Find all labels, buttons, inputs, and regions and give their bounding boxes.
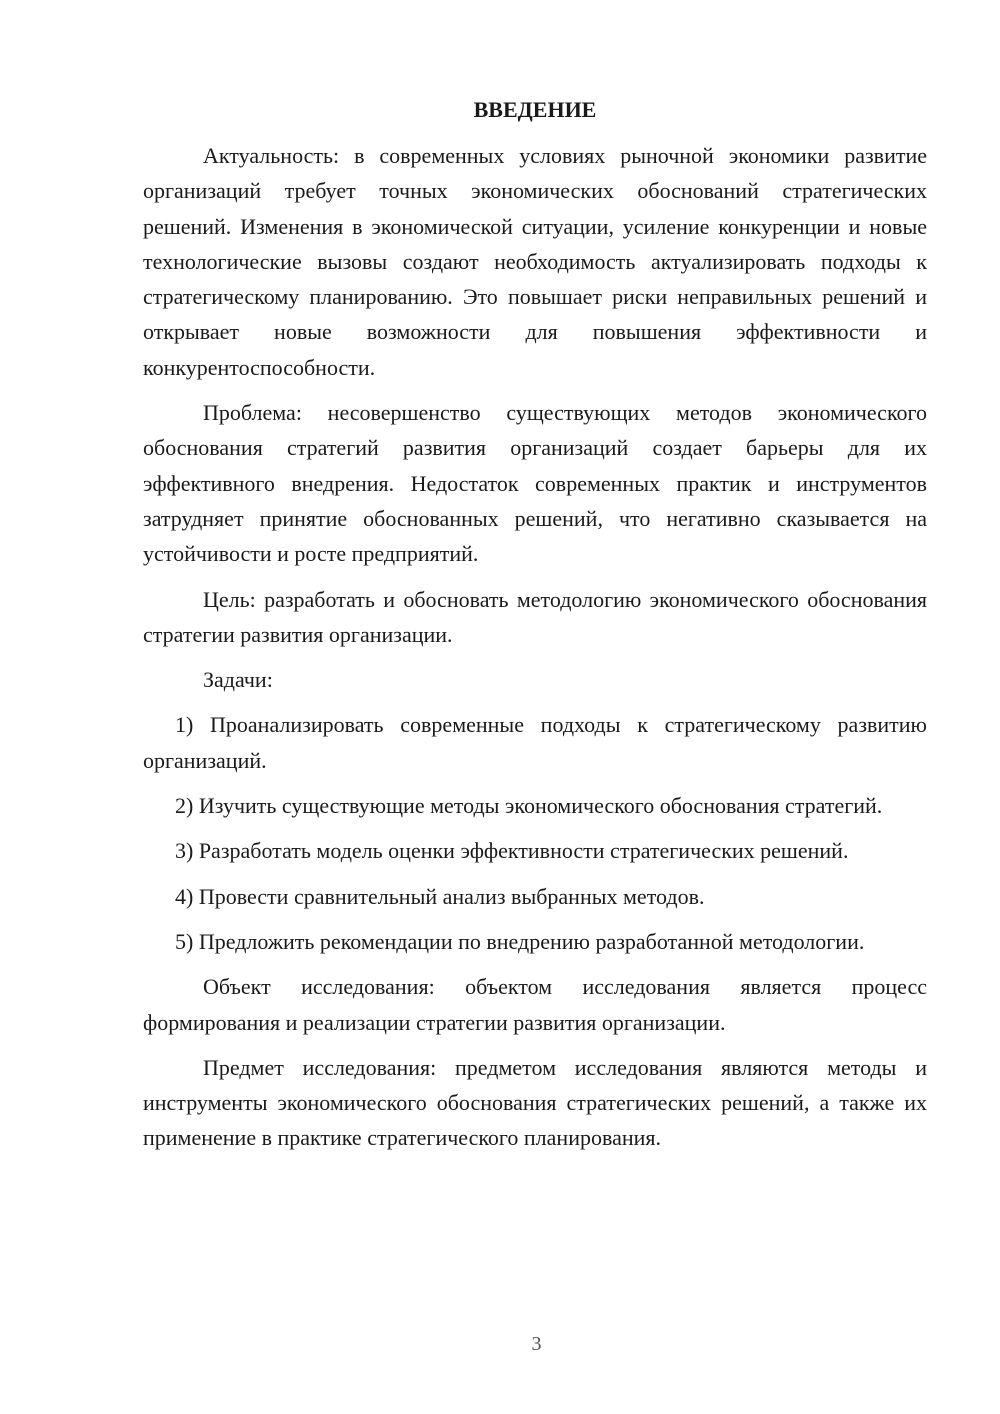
task-item-5: 5) Предложить рекомендации по внедрению разработанной методологии. (175, 928, 865, 954)
tasks-label: Задачи: (203, 667, 273, 693)
document-page (143, 94, 927, 1166)
paragraph-subject: Предмет исследования: предметом исследования являются методы и инструменты экономического обоснования стратегических решений, а также их применение в практике стратегического планирования. (143, 1054, 927, 1151)
task-item-2: 2) Изучить существующие методы экономического обоснования стратегий. (175, 793, 883, 819)
paragraph-object: Объект исследования: объектом исследования является процесс формирования и реализации стратегии развития организации. (143, 974, 927, 1035)
paragraph-goal: Цель: разработать и обосновать методологию экономического обоснования стратегии развития организации. (143, 586, 927, 647)
page-number: 3 (531, 1333, 542, 1355)
task-item-3: 3) Разработать модель оценки эффективности стратегических решений. (175, 838, 849, 864)
section-heading: ВВЕДЕНИЕ (473, 97, 597, 122)
paragraph-problem: Проблема: несовершенство существующих методов экономического обоснования стратегий развития организаций создает барьеры для их эффективного внедрения. Недостаток современных практик и инструментов затрудняет принятие обоснованных решений, что негативно сказывается на устойчивости и росте предприятий. (143, 400, 927, 567)
paragraph-relevance: Актуальность: в современных условиях рыночной экономики развитие организаций требует точных экономических обоснований стратегических решений. Изменения в экономической ситуации, усиление конкуренции и новые технологические вызовы создают необходимость актуализировать подходы к стратегическому планированию. Это повышает риски неправильных решений и открывает новые возможности для повышения эффективности и конкурентоспособности. (143, 143, 927, 380)
task-item-1: 1) Проанализировать современные подходы к стратегическому развитию организаций. (143, 712, 927, 773)
task-item-4: 4) Провести сравнительный анализ выбранных методов. (175, 883, 705, 909)
